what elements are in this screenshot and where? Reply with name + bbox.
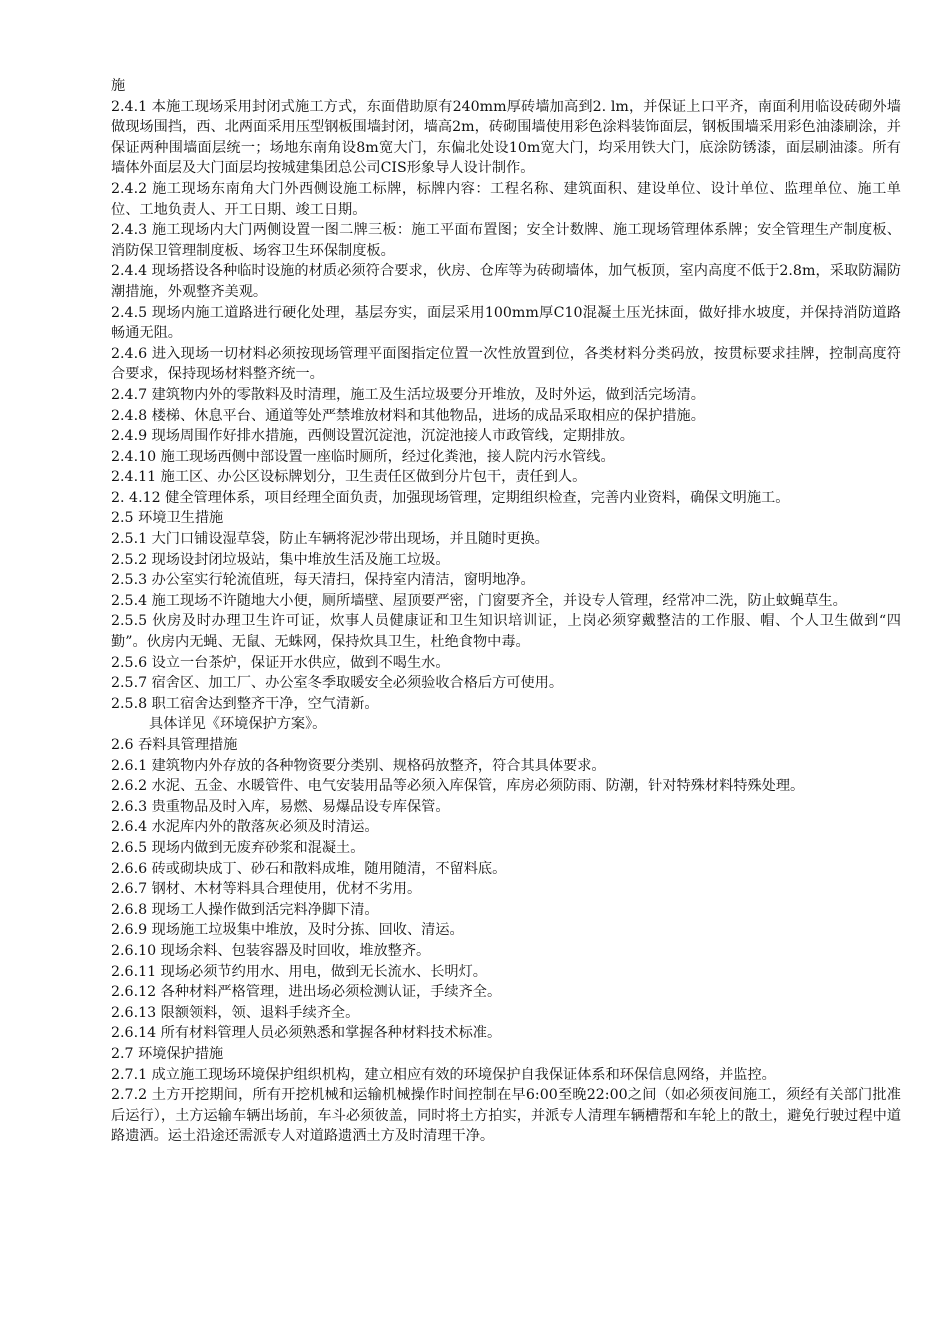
paragraph: 2.6.10 现场余料、包装容器及时回收，堆放整齐。 — [111, 942, 431, 959]
paragraph: 2.6.14 所有材料管理人员必须熟悉和掌握各种材料技术标准。 — [111, 1025, 502, 1042]
paragraph: 2.6.1 建筑物内外存放的各种物资要分类别、规格码放整齐，符合其具体要求。 — [111, 757, 606, 774]
paragraph: 2.5 环境卫生措施 — [111, 510, 224, 527]
paragraph: 2. 4.12 健全管理体系，项目经理全面负责，加强现场管理，定期组织检查，完善内业资料，确保文明施工。 — [111, 489, 790, 506]
paragraph: 2.5.1 大门口铺设湿草袋，防止车辆将泥沙带出现场，并且随时更换。 — [111, 531, 549, 548]
paragraph: 2.5.7 宿舍区、加工厂、办公室冬季取暖安全必须验收合格后方可使用。 — [111, 675, 564, 692]
paragraph: 2.7.2 土方开挖期间，所有开挖机械和运输机械操作时间控制在早6:00至晚22:00之间（如必须夜间施工，须经有关部门批准后运行），土方运输车辆出场前，车斗必须彼盖，同时将土方拍实，并派专人清理车辆槽帮和车轮上的散土，避免行驶过程中道路遗洒。运土沿途还需派专人对道路遗洒土方及时清理干净。 — [111, 1087, 901, 1145]
paragraph: 2.4.1 本施工现场采用封闭式施工方式，东面借助原有240mm厚砖墙加高到2. lm，并保证上口平齐，南面利用临设砖砌外墙做现场围挡，西、北两面采用压型钢板围墙封闭，墙高2m，砖砌围墙使用彩色涂料装饰面层，钢板围墙采用彩色油漆刷涂，并保证两种围墙面层统一；场地东南角设8m宽大门，东偏北处设10m宽大门，均采用铁大门，底涂防锈漆，面层刷油漆。所有墙体外面层及大门面层均按城建集团总公司CIS形象导人设计制作。 — [111, 98, 901, 177]
paragraph: 2.4.9 现场周围作好排水措施，西侧设置沉淀池，沉淀池接人市政管线，定期排放。 — [111, 428, 634, 445]
paragraph: 2.4.7 建筑物内外的零散料及时清理，施工及生活垃圾要分开堆放，及时外运，做到活完场清。 — [111, 386, 705, 403]
paragraph: 2.4.2 施工现场东南角大门外西侧设施工标牌，标牌内容：工程名称、建筑面积、建设单位、设计单位、监理单位、施工单位、工地负责人、开工日期、竣工日期。 — [111, 180, 901, 218]
paragraph: 2.4.3 施工现场内大门两侧设置一图二牌三板：施工平面布置图；安全计数牌、施工现场管理体系牌；安全管理生产制度板、消防保卫管理制度板、场容卫生环保制度板。 — [111, 222, 901, 259]
paragraph: 2.4.6 进入现场一切材料必须按现场管理平面图指定位置一次性放置到位，各类材料分类码放，按贯标要求挂牌，控制高度符合要求，保持现场材料整齐统一。 — [111, 345, 901, 383]
paragraph: 2.4.5 现场内施工道路进行硬化处理，基层夯实，面层采用100mm厚C10混凝土压光抹面，做好排水坡度，并保持消防道路畅通无阻。 — [111, 304, 901, 342]
paragraph: 2.5.8 职工宿舍达到整齐干净，空气清新。 — [111, 695, 379, 712]
paragraph: 2.6.6 砖或砌块成丁、砂石和散料成堆，随用随清，不留料底。 — [111, 860, 507, 877]
paragraph: 施 — [111, 78, 126, 94]
paragraph: 2.6.2 水泥、五金、水暖管件、电气安装用品等必须入库保管，库房必须防雨、防潮，针对特殊材料特殊处理。 — [111, 778, 805, 795]
paragraph: 2.6.13 限额领料，领、退料手续齐全。 — [111, 1004, 360, 1021]
paragraph: 2.5.5 伙房及时办理卫生许可证，炊事人员健康证和卫生知识培训证，上岗必须穿戴整洁的工作服、帽、个人卫生做到“四勤”。伙房内无蝇、无鼠、无蛛网，保持炊具卫生，杜绝食物中毒。 — [111, 613, 901, 651]
paragraph: 2.7.1 成立施工现场环境保护组织机构，建立相应有效的环境保护自我保证体系和环保信息网络，并监控。 — [111, 1066, 776, 1083]
paragraph: 2.6.3 贵重物品及时入库，易燃、易爆品设专库保管。 — [111, 798, 450, 815]
paragraph: 2.6.5 现场内做到无废弃砂浆和混凝土。 — [111, 839, 365, 856]
paragraph: 2.5.4 施工现场不许随地大小便，厕所墙壁、屋顶要严密，门窗要齐全，并设专人管理，经常冲二洗，防止蚊蝇草生。 — [111, 592, 847, 609]
document-body — [111, 76, 901, 1147]
paragraph: 2.5.6 设立一台茶炉，保证开水供应，做到不喝生水。 — [111, 654, 450, 671]
paragraph: 2.6.9 现场施工垃圾集中堆放，及时分拣、回收、清运。 — [111, 922, 464, 939]
paragraph: 2.6.11 现场必须节约用水、用电，做到无长流水、长明灯。 — [111, 963, 487, 980]
paragraph: 2.4.8 楼梯、休息平台、通道等处严禁堆放材料和其他物品，进场的成品采取相应的保护措施。 — [111, 407, 705, 424]
paragraph: 2.4.11 施工区、办公区设标牌划分，卫生责任区做到分片包干，责任到人。 — [111, 469, 587, 486]
paragraph: 2.7 环境保护措施 — [111, 1045, 224, 1062]
paragraph: 2.5.3 办公室实行轮流值班，每天清扫，保持室内清洁，窗明地净。 — [111, 572, 535, 589]
paragraph: 2.6.8 现场工人操作做到活完料净脚下清。 — [111, 901, 379, 918]
paragraph: 具体详见《环境保护方案》。 — [149, 716, 327, 733]
paragraph: 2.6.4 水泥库内外的散落灰必须及时清运。 — [111, 819, 379, 836]
paragraph: 2.6.7 钢材、木材等料具合理使用，优材不劣用。 — [111, 881, 422, 898]
paragraph: 2.6.12 各种材料严格管理，进出场必须检测认证，手续齐全。 — [111, 984, 502, 1001]
paragraph: 2.4.4 现场搭设各种临时设施的材质必须符合要求，伙房、仓库等为砖砌墙体，加气板顶，室内高度不低于2.8m，采取防漏防潮措施，外观整齐美观。 — [111, 263, 901, 300]
paragraph: 2.6 吞料具管理措施 — [111, 737, 238, 753]
paragraph: 2.5.2 现场设封闭垃圾站，集中堆放生活及施工垃圾。 — [111, 551, 450, 568]
paragraph: 2.4.10 施工现场西侧中部设置一座临时厕所，经过化粪池，接人院内污水管线。 — [111, 448, 615, 465]
